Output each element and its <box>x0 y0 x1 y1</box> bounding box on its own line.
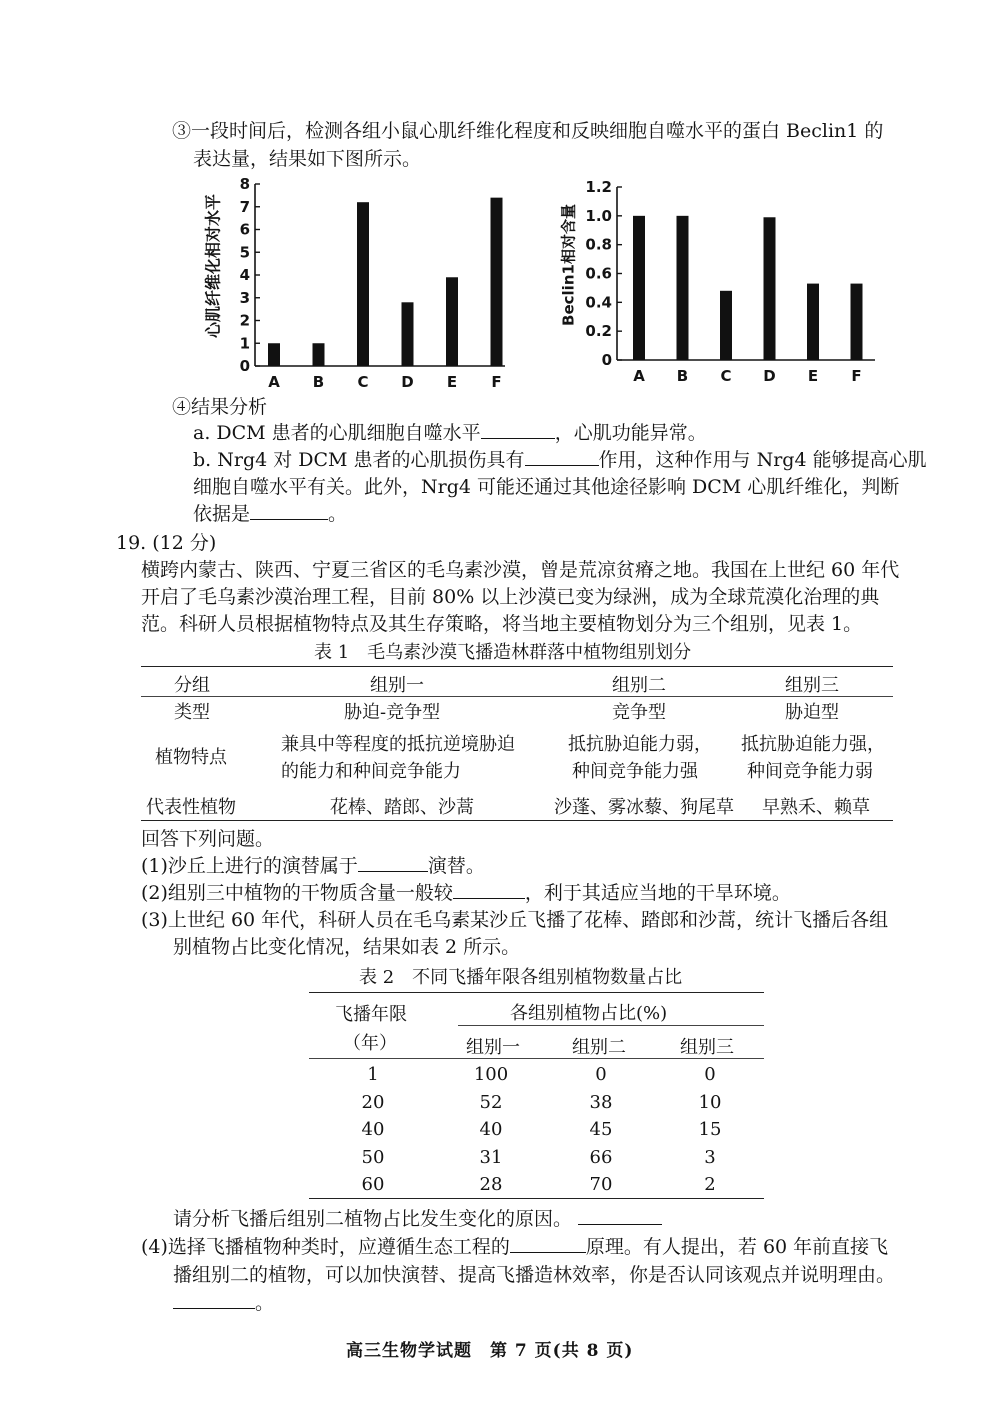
q18-a-pre: a. DCM 患者的心肌细胞自噬水平 <box>193 422 481 444</box>
beclin1-ylabel: Beclin1相对含量 <box>559 204 578 326</box>
x-tick-label: C <box>357 373 369 391</box>
q18-b-line2: 细胞自噬水平有关。此外，Nrg4 可能还通过其他途径影响 DCM 心肌纤维化，判断 <box>193 476 900 498</box>
y-tick-label: 3 <box>239 288 250 307</box>
table2-ratio-cell: 38 <box>589 1091 613 1113</box>
table2-ratio-cell: 10 <box>698 1091 722 1113</box>
bar-B <box>313 343 325 366</box>
x-tick-label: B <box>312 373 325 391</box>
q19-4-line3 <box>173 1290 274 1316</box>
y-tick-label: 0.4 <box>585 293 612 312</box>
table2-year-header-2: （年） <box>343 1033 397 1054</box>
step3-line2: 表达量，结果如下图所示。 <box>193 148 422 170</box>
q19-2-post: ，利于其适应当地的干旱环境。 <box>524 882 791 904</box>
table2-year-header-1: 飞播年限 <box>335 1004 407 1025</box>
table2-ratio-cell: 2 <box>704 1174 716 1195</box>
y-tick-label: 2 <box>239 311 250 330</box>
table2-ratio-cell: 70 <box>589 1174 613 1195</box>
y-tick-label: 0.8 <box>585 235 612 254</box>
table2-sub-rule <box>458 1025 764 1026</box>
table1-plants-g2: 沙蓬、雾冰藜、狗尾草 <box>554 797 734 818</box>
table1-caption: 表 1 毛乌素沙漠飞播造林群落中植物组别划分 <box>314 642 692 663</box>
table2-ratio-cell: 100 <box>473 1064 509 1085</box>
q18-b-pre: b. Nrg4 对 DCM 患者的心肌损伤具有 <box>193 449 525 471</box>
y-tick-label: 0 <box>239 357 250 375</box>
table2-header-rule <box>309 1058 764 1059</box>
bar-C <box>357 202 369 366</box>
bar-E <box>807 284 819 360</box>
y-tick-label: 4 <box>239 266 250 284</box>
table1-feature-g2-l2: 种间竞争能力强 <box>572 761 698 782</box>
table2-year-cell: 50 <box>361 1146 385 1168</box>
table2-ratio-cell: 66 <box>589 1146 613 1168</box>
fibrosis-ylabel: 心肌纤维化相对水平 <box>203 193 223 339</box>
table1-feature-g3-l2: 种间竞争能力弱 <box>747 761 873 782</box>
y-tick-label: 5 <box>239 243 250 262</box>
bar-B <box>677 216 689 360</box>
q18-b-post: 作用，这种作用与 Nrg4 能够提高心肌 <box>598 449 927 471</box>
x-tick-label: F <box>491 373 502 391</box>
table2-year-cell: 20 <box>361 1091 385 1113</box>
q18-b-line3-pre: 依据是 <box>193 503 251 525</box>
x-tick-label: A <box>268 373 280 391</box>
fibrosis-bar-chart <box>195 170 530 395</box>
q19-intro-line3: 范。科研人员根据植物特点及其生存策略，将当地主要植物划分为三个组别，见表 1。 <box>141 613 863 635</box>
table2-ratio-header: 各组别植物占比(%) <box>510 1003 668 1024</box>
y-tick-label: 0 <box>601 351 612 369</box>
q18-b-line3-post: 。 <box>328 503 348 525</box>
x-tick-label: E <box>446 373 458 391</box>
table2-ratio-cell: 45 <box>589 1119 613 1140</box>
q19-1-post: 演替。 <box>427 855 485 877</box>
x-tick-label: D <box>401 373 414 391</box>
answer-blank[interactable] <box>525 447 599 466</box>
table2-ratio-cell: 3 <box>704 1146 716 1168</box>
bar-A <box>633 216 645 360</box>
bar-A <box>268 343 280 366</box>
table2-group2-header: 组别二 <box>572 1037 626 1058</box>
x-tick-label: B <box>676 367 689 385</box>
table1-feature-g1-l1: 兼具中等程度的抵抗逆境胁迫 <box>281 734 515 755</box>
q19-3-line2: 别植物占比变化情况，结果如表 2 所示。 <box>173 936 521 958</box>
q19-intro-line1: 横跨内蒙古、陕西、宁夏三省区的毛乌素沙漠，曾是荒凉贫瘠之地。我国在上世纪 60 年代 <box>141 559 900 581</box>
x-tick-label: E <box>807 367 819 385</box>
table1-header-rule <box>141 696 893 697</box>
page-footer: 高三生物学试题 第 7 页(共 8 页) <box>346 1341 634 1361</box>
table1-header-g3: 组别三 <box>785 675 839 696</box>
fibrosis-ylabel-box <box>195 178 229 354</box>
table2-ratio-cell: 28 <box>479 1174 503 1195</box>
bar-D <box>764 217 776 360</box>
q18-a <box>193 420 707 446</box>
q19-3-question-text: 请分析飞播后组别二植物占比发生变化的原因。 <box>173 1208 573 1230</box>
table1-feature-g1-l2: 的能力和种间竞争能力 <box>281 761 461 782</box>
table1-type-label: 类型 <box>174 702 210 723</box>
y-tick-label: 1.2 <box>585 178 612 196</box>
bar-F <box>491 198 503 366</box>
y-tick-label: 6 <box>239 220 250 239</box>
table2-bottom-rule <box>309 1198 764 1199</box>
table1-feature-label: 植物特点 <box>155 747 227 768</box>
table1-top-rule <box>141 666 893 667</box>
beclin1-ylabel-box <box>553 180 583 350</box>
answer-blank[interactable] <box>453 880 525 899</box>
table2-year-cell: 40 <box>361 1119 385 1140</box>
q19-3-line1: (3)上世纪 60 年代，科研人员在毛乌素某沙丘飞播了花棒、踏郎和沙蒿，统计飞播后各组 <box>141 909 889 931</box>
table1-header-g2: 组别二 <box>612 675 666 696</box>
q19-4-end: 。 <box>255 1292 275 1314</box>
table1-plants-g3: 早熟禾、赖草 <box>762 797 870 818</box>
q18-b-line3 <box>193 501 347 527</box>
table2-group1-header: 组别一 <box>466 1037 520 1058</box>
answer-blank[interactable] <box>358 853 428 872</box>
table1-feature-g2-l1: 抵抗胁迫能力弱， <box>568 734 712 755</box>
table2-ratio-cell: 52 <box>479 1091 503 1113</box>
answer-blank[interactable] <box>481 420 555 439</box>
y-tick-label: 1 <box>239 334 250 353</box>
table2-ratio-cell: 0 <box>704 1064 716 1085</box>
q19-1 <box>141 853 485 879</box>
y-tick-label: 1.0 <box>585 206 612 225</box>
table1-plants-g1: 花棒、踏郎、沙蒿 <box>330 797 474 818</box>
bar-F <box>851 284 863 360</box>
table2-top-rule <box>309 992 764 993</box>
q19-4-line1-pre: (4)选择飞播植物种类时，应遵循生态工程的 <box>141 1236 510 1258</box>
answer-blank[interactable] <box>173 1290 255 1309</box>
bar-C <box>720 291 732 360</box>
table1-header-group: 分组 <box>174 675 210 696</box>
table2-year-cell: 1 <box>367 1064 379 1085</box>
table2-ratio-cell: 40 <box>479 1119 503 1140</box>
table2-caption: 表 2 不同飞播年限各组别植物数量占比 <box>359 967 683 988</box>
y-tick-label: 8 <box>239 175 250 193</box>
result-heading: ④结果分析 <box>172 396 268 418</box>
table2-year-cell: 60 <box>361 1174 385 1195</box>
answer-blank[interactable] <box>510 1234 586 1253</box>
q19-2 <box>141 880 791 906</box>
table1-feature-g3-l1: 抵抗胁迫能力强， <box>741 734 885 755</box>
step3-line1: ③一段时间后，检测各组小鼠心肌纤维化程度和反映细胞自噬水平的蛋白 Beclin1 的 <box>172 120 884 142</box>
y-tick-label: 0.2 <box>585 322 612 341</box>
y-tick-label: 0.6 <box>585 264 612 283</box>
table1-bottom-rule <box>141 820 893 821</box>
answer-blank[interactable] <box>250 501 328 520</box>
x-tick-label: F <box>851 367 862 385</box>
table1-plants-label: 代表性植物 <box>146 797 236 818</box>
q18-a-post: ，心肌功能异常。 <box>554 422 707 444</box>
q19-intro-line2: 开启了毛乌素沙漠治理工程，目前 80% 以上沙漠已变为绿洲，成为全球荒漠化治理的典 <box>141 586 880 608</box>
q19-4-line1 <box>141 1234 888 1260</box>
answer-blank[interactable] <box>578 1206 662 1225</box>
table1-type-g1: 胁迫-竞争型 <box>344 702 441 723</box>
q19-2-pre: (2)组别三中植物的干物质含量一般较 <box>141 882 453 904</box>
answer-prompt: 回答下列问题。 <box>141 828 275 850</box>
y-tick-label: 7 <box>239 197 250 216</box>
q19-4-line1-post: 原理。有人提出，若 60 年前直接飞 <box>585 1236 889 1258</box>
table1-type-g3: 胁迫型 <box>785 702 839 723</box>
q19-4-line2: 播组别二的植物，可以加快演替、提高飞播造林效率，你是否认同该观点并说明理由。 <box>173 1264 896 1286</box>
bar-E <box>446 277 458 366</box>
q19-header: 19. (12 分) <box>116 532 217 554</box>
q19-3-question <box>173 1206 662 1232</box>
q18-b-line1 <box>193 447 927 473</box>
x-tick-label: C <box>720 367 732 385</box>
beclin1-bar-chart <box>555 170 890 395</box>
bar-D <box>402 302 414 366</box>
table2-ratio-cell: 0 <box>595 1064 607 1085</box>
table2-ratio-cell: 31 <box>479 1146 503 1168</box>
table2-ratio-cell: 15 <box>698 1119 722 1140</box>
x-tick-label: A <box>633 367 645 385</box>
q19-1-pre: (1)沙丘上进行的演替属于 <box>141 855 358 877</box>
x-tick-label: D <box>763 367 776 385</box>
table2-group3-header: 组别三 <box>680 1037 734 1058</box>
table1-header-g1: 组别一 <box>370 675 424 696</box>
table1-type-g2: 竞争型 <box>612 702 666 723</box>
